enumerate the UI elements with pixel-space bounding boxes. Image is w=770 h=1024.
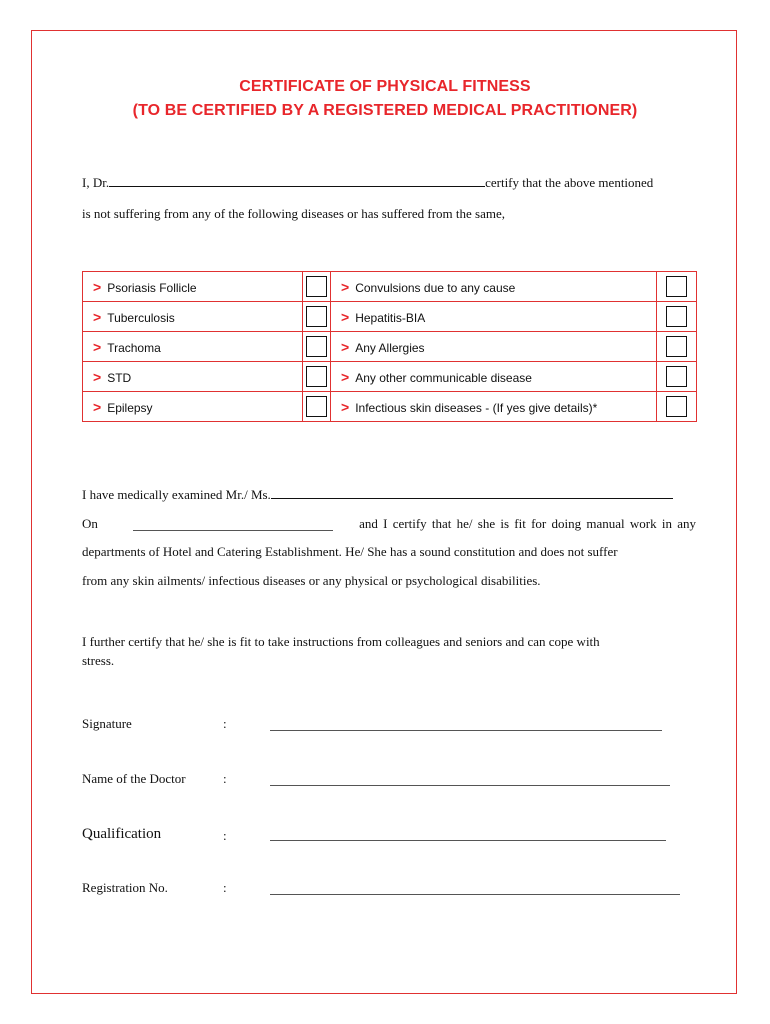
tuberculosis-checkbox[interactable]: [306, 306, 327, 327]
signature-row: [82, 716, 692, 736]
communicable-checkbox[interactable]: [666, 366, 687, 387]
intro-prefix: I, Dr.: [82, 175, 110, 190]
intro-line-1: [82, 175, 653, 191]
colon: :: [223, 771, 227, 786]
exam-prefix: I have medically examined Mr./ Ms.: [82, 487, 271, 502]
qualification-label: Qualification: [82, 826, 162, 842]
exam-line-2: [82, 516, 696, 532]
trachoma-checkbox[interactable]: [306, 336, 327, 357]
doctor-name-blank[interactable]: [109, 186, 485, 187]
disease-label: Hepatitis-BIA: [355, 310, 426, 325]
signature-label: Signature: [82, 716, 132, 731]
disease-label: Trachoma: [107, 340, 161, 355]
disease-label: Infectious skin diseases - (If yes give details)*: [355, 400, 598, 415]
on-label: On: [82, 516, 98, 531]
table-row: [83, 332, 697, 362]
colon: :: [223, 828, 227, 843]
exam-on-suffix: and I certify that he/ she is fit for doing manual work in any: [359, 516, 696, 531]
qualification-blank[interactable]: [270, 840, 666, 841]
disease-cell: [331, 302, 657, 332]
colon: :: [223, 880, 227, 895]
arrow-icon: >: [93, 278, 102, 295]
table-row: [83, 392, 697, 422]
doctor-name-label: Name of the Doctor: [82, 771, 186, 786]
skin-disease-checkbox[interactable]: [666, 396, 687, 417]
doctor-name-row: [82, 771, 692, 791]
arrow-icon: >: [93, 308, 102, 325]
qualification-row: [82, 826, 692, 846]
disease-label: Any Allergies: [355, 340, 425, 355]
disease-label: Psoriasis Follicle: [107, 280, 197, 295]
exam-line-4: from any skin ailments/ infectious diseases or any physical or psychological disabilities.: [82, 573, 541, 588]
title-line-2: (TO BE CERTIFIED BY A REGISTERED MEDICAL PRACTITIONER): [132, 102, 638, 119]
registration-row: [82, 880, 692, 900]
title-line-1: CERTIFICATE OF PHYSICAL FITNESS: [239, 78, 531, 95]
disease-cell: [331, 392, 657, 422]
doctor-name-field-blank[interactable]: [270, 785, 670, 786]
disease-cell: [83, 302, 303, 332]
patient-name-blank[interactable]: [271, 498, 673, 499]
disease-label: Any other communicable disease: [355, 370, 532, 385]
intro-suffix: certify that the above mentioned: [485, 175, 654, 190]
exam-line-1: [82, 487, 673, 503]
registration-blank[interactable]: [270, 894, 680, 895]
disease-cell: [331, 272, 657, 302]
arrow-icon: >: [341, 368, 350, 385]
disease-cell: [83, 332, 303, 362]
arrow-icon: >: [341, 278, 350, 295]
hepatitis-checkbox[interactable]: [666, 306, 687, 327]
convulsions-checkbox[interactable]: [666, 276, 687, 297]
diseases-table: [82, 271, 697, 422]
allergies-checkbox[interactable]: [666, 336, 687, 357]
disease-label: Convulsions due to any cause: [355, 280, 516, 295]
further-line-1: I further certify that he/ she is fit to take instructions from colleagues and seniors and can cope with: [82, 634, 600, 649]
exam-line-3: departments of Hotel and Catering Establishment. He/ She has a sound constitution and does not suffer: [82, 544, 618, 559]
arrow-icon: >: [93, 368, 102, 385]
disease-cell: [83, 272, 303, 302]
table-row: [83, 272, 697, 302]
table-row: [83, 302, 697, 332]
psoriasis-checkbox[interactable]: [306, 276, 327, 297]
arrow-icon: >: [341, 398, 350, 415]
signature-blank[interactable]: [270, 730, 662, 731]
arrow-icon: >: [93, 398, 102, 415]
disease-cell: [331, 332, 657, 362]
registration-label: Registration No.: [82, 880, 168, 895]
disease-label: STD: [107, 370, 132, 385]
disease-cell: [83, 362, 303, 392]
further-line-2: stress.: [82, 653, 115, 668]
intro-line-2: is not suffering from any of the following diseases or has suffered from the same,: [82, 206, 506, 221]
table-row: [83, 362, 697, 392]
disease-cell: [331, 362, 657, 392]
disease-label: Tuberculosis: [107, 310, 175, 325]
arrow-icon: >: [341, 338, 350, 355]
std-checkbox[interactable]: [306, 366, 327, 387]
arrow-icon: >: [93, 338, 102, 355]
disease-label: Epilepsy: [107, 400, 153, 415]
date-blank[interactable]: [133, 516, 333, 531]
arrow-icon: >: [341, 308, 350, 325]
disease-cell: [83, 392, 303, 422]
colon: :: [223, 716, 227, 731]
epilepsy-checkbox[interactable]: [306, 396, 327, 417]
